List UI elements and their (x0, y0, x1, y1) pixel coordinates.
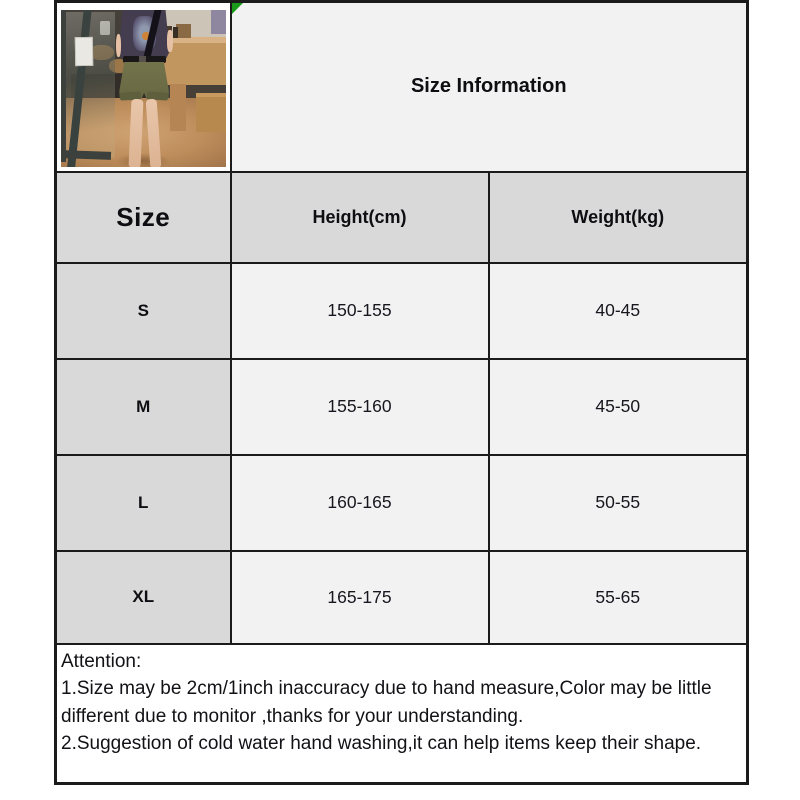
attention-box (56, 644, 748, 784)
photo-belt-buckle (139, 56, 146, 61)
height-value: 155-160 (231, 359, 489, 455)
attention-note-2: 2.Suggestion of cold water hand washing,it can help items keep their shape. (61, 733, 702, 754)
column-header-weight: Weight(kg) (489, 172, 748, 263)
size-label: M (56, 359, 231, 455)
size-label: S (56, 263, 231, 359)
photo-counter-box (176, 24, 191, 38)
attention-heading: Attention: (61, 650, 142, 672)
photo-model-arm (167, 30, 172, 52)
size-label: L (56, 455, 231, 551)
height-value: 160-165 (231, 455, 489, 551)
table-row-s (56, 263, 748, 359)
weight-value: 45-50 (489, 359, 748, 455)
weight-value: 50-55 (489, 455, 748, 551)
photo-wood-bench (196, 93, 226, 132)
weight-value: 40-45 (489, 263, 748, 359)
attention-note-1: 1.Size may be 2cm/1inch inaccuracy due to hand measure,Color may be little different due to monitor ,thanks for your understanding. (61, 678, 712, 727)
page-title: Size Information (410, 75, 567, 98)
column-header-size: Size (56, 172, 231, 263)
height-value: 165-175 (231, 551, 489, 644)
title-cell (231, 2, 748, 172)
table-header-row (56, 172, 748, 263)
photo-curtain (211, 10, 226, 34)
table-row-m (56, 359, 748, 455)
size-information-table (54, 0, 749, 785)
product-photo (61, 10, 226, 167)
photo-door-frame (61, 10, 66, 162)
attention-row (56, 644, 748, 784)
weight-value: 55-65 (489, 551, 748, 644)
green-corner-marker-icon (232, 3, 243, 14)
photo-floor-shadow (115, 153, 171, 167)
size-label: XL (56, 551, 231, 644)
table-row-xl (56, 551, 748, 644)
table-row-l (56, 455, 748, 551)
column-header-height: Height(cm) (231, 172, 489, 263)
photo-door-sign (75, 37, 93, 66)
photo-counter-post (170, 84, 187, 131)
photo-bottle (173, 27, 178, 38)
height-value: 150-155 (231, 263, 489, 359)
top-band-row (56, 2, 748, 172)
photo-model-arm (116, 34, 121, 58)
product-photo-cell (56, 2, 231, 172)
